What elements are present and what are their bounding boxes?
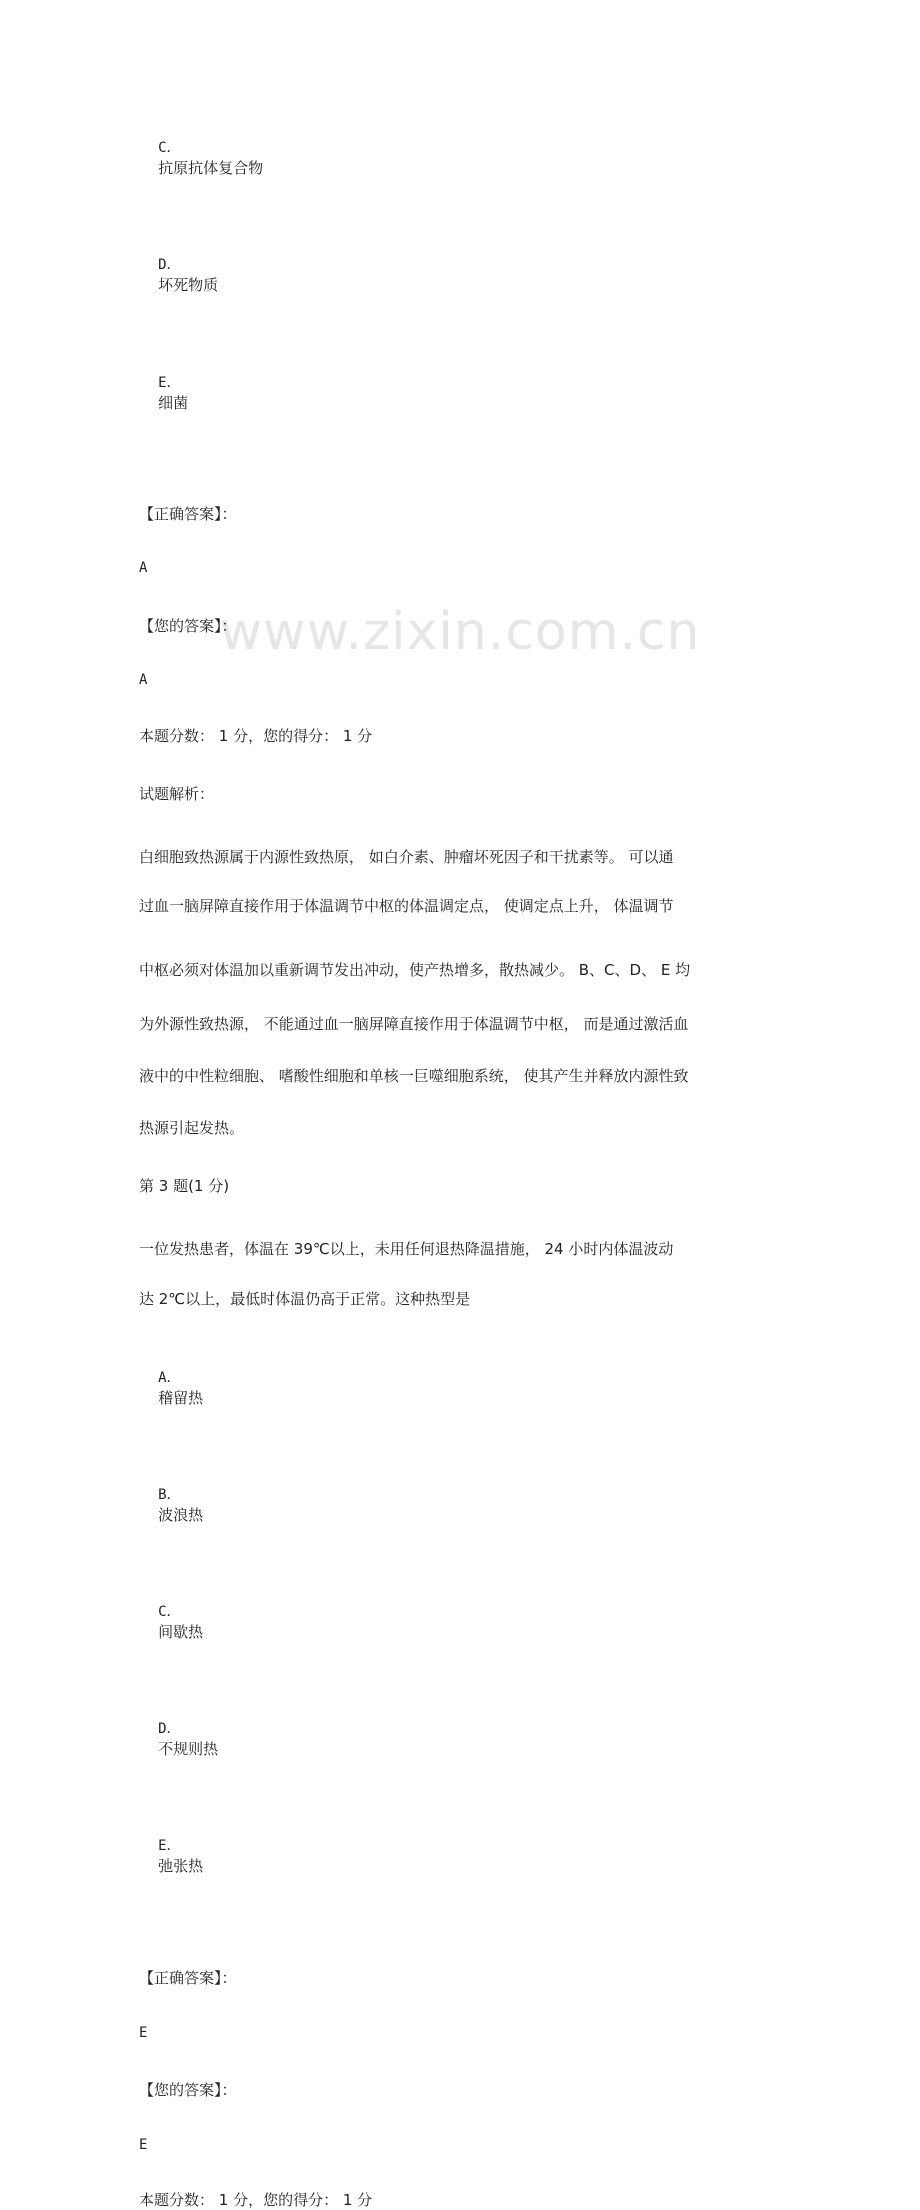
your-answer-value: E — [139, 2137, 148, 2153]
option-text: 细菌 — [158, 394, 189, 412]
option-b — [139, 1464, 920, 1545]
correct-answer-value: E — [139, 2025, 148, 2041]
option-letter: C． — [158, 140, 181, 156]
option-text: 抗原抗体复合物 — [158, 159, 264, 177]
question-heading: 第 3 题(1 分) — [139, 1177, 230, 1195]
score-line: 本题分数： 1 分，您的得分： 1 分 — [139, 727, 373, 745]
score-line: 本题分数： 1 分，您的得分： 1 分 — [139, 2191, 373, 2209]
correct-answer-label: 【正确答案】： — [139, 505, 237, 523]
option-letter: E． — [158, 1838, 181, 1854]
option-letter: B． — [158, 1487, 181, 1503]
option-text: 间歇热 — [158, 1623, 204, 1641]
your-answer-label: 【您的答案】： — [139, 2081, 237, 2099]
option-letter: D． — [158, 257, 181, 273]
option-text: 不规则热 — [158, 1740, 219, 1758]
option-text: 坏死物质 — [158, 276, 219, 294]
option-c — [139, 117, 920, 198]
option-letter: C． — [158, 1604, 181, 1620]
option-a — [139, 1347, 920, 1428]
analysis-line: 中枢必须对体温加以重新调节发出冲动，使产热增多，散热减少。 B、C、D、 E 均 — [139, 961, 691, 979]
question-stem-line: 达 2℃以上，最低时体温仍高于正常。这种热型是 — [139, 1290, 471, 1308]
option-d — [139, 1698, 920, 1779]
option-text: 波浪热 — [158, 1506, 204, 1524]
option-c — [139, 1581, 920, 1662]
analysis-line: 热源引起发热。 — [139, 1119, 245, 1137]
option-d — [139, 234, 920, 315]
option-text: 稽留热 — [158, 1389, 204, 1407]
analysis-label: 试题解析： — [139, 785, 215, 803]
analysis-line: 白细胞致热源属于内源性致热原， 如白介素、肿瘤坏死因子和干扰素等。 可以通 — [139, 848, 674, 866]
option-letter: E． — [158, 375, 181, 391]
analysis-line: 液中的中性粒细胞、 嗜酸性细胞和单核一巨噬细胞系统， 使其产生并释放内源性致 — [139, 1067, 689, 1085]
option-text: 弛张热 — [158, 1857, 204, 1875]
watermark: www.zixin.com.cn — [219, 602, 701, 662]
correct-answer-label: 【正确答案】： — [139, 1969, 237, 1987]
analysis-line: 过血一脑屏障直接作用于体温调节中枢的体温调定点， 使调定点上升， 体温调节 — [139, 897, 674, 915]
option-letter: A． — [158, 1370, 181, 1386]
option-e — [139, 1815, 920, 1896]
option-letter: D． — [158, 1721, 181, 1737]
your-answer-value: A — [139, 672, 148, 688]
option-e — [139, 352, 920, 433]
your-answer-label: 【您的答案】： — [139, 617, 237, 635]
analysis-line: 为外源性致热源， 不能通过血一脑屏障直接作用于体温调节中枢， 而是通过激活血 — [139, 1015, 689, 1033]
question-stem-line: 一位发热患者，体温在 39℃以上，未用任何退热降温措施， 24 小时内体温波动 — [139, 1240, 674, 1258]
correct-answer-value: A — [139, 560, 148, 576]
